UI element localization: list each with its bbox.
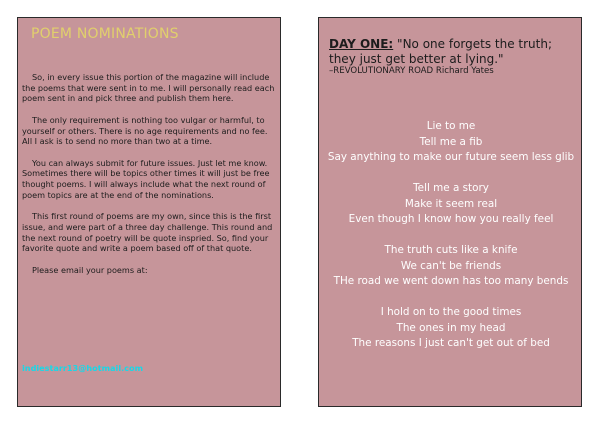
poem-line: Tell me a story <box>413 182 489 194</box>
page-title: POEM NOMINATIONS <box>31 26 179 42</box>
stanza <box>323 119 579 166</box>
paragraph-requirements: The only requirement is nothing too vulgar or harmful, to yourself or others. There is no age requirements and no fee. All I ask is to send no more than two at a time. <box>22 114 268 147</box>
right-page <box>318 17 582 407</box>
poem <box>323 119 579 367</box>
intro-text <box>22 72 276 275</box>
poem-line: The reasons I just can't get out of bed <box>352 337 550 349</box>
poem-line: Tell me a fib <box>419 135 483 148</box>
quote <box>329 37 579 66</box>
stanza <box>323 181 579 228</box>
poem-line: Say anything to make our future seem less glib <box>327 151 575 163</box>
poem-line: Make it seem real <box>404 197 498 210</box>
poem-line: We can't be friends <box>400 259 502 272</box>
poem-line: The ones in my head <box>396 321 506 334</box>
left-page <box>17 17 281 407</box>
stanza <box>323 305 579 352</box>
paragraph-submissions: So, in every issue this portion of the magazine will include the poems that were sent in to me. I will personally read each poem sent in and pick three and publish them here. <box>22 72 275 104</box>
poem-line: Even though I know how you really feel <box>348 213 554 225</box>
paragraph-future-issues: You can always submit for future issues. Just let me know. Sometimes there will be topics other times it will just be free thought poems. I will always include what the next round of poem topics are at the end of the nominations. <box>22 157 270 200</box>
quote-block <box>329 37 579 77</box>
quote-attribution: –REVOLUTIONARY ROAD Richard Yates <box>329 66 494 76</box>
stanza <box>323 243 579 290</box>
day-label: DAY ONE: <box>329 37 394 51</box>
poem-line: Lie to me <box>426 120 476 132</box>
quote-text: "No one forgets the truth; they just get better at lying." <box>329 37 553 66</box>
poem-line: The truth cuts like a knife <box>384 244 518 256</box>
poem-line: THe road we went down has too many bends <box>333 275 569 287</box>
paragraph-first-round: This first round of poems are my own, since this is the first issue, and were part of a three day challenge. This round and the next round of poetry will be quote inspried. So, find your favorite quote and write a poem based off of that quote. <box>22 211 273 254</box>
poem-line: I hold on to the good times <box>380 306 522 318</box>
email-link[interactable]: indiestarr13@hotmail.com <box>22 363 144 373</box>
contact-label: Please email your poems at: <box>32 264 148 275</box>
